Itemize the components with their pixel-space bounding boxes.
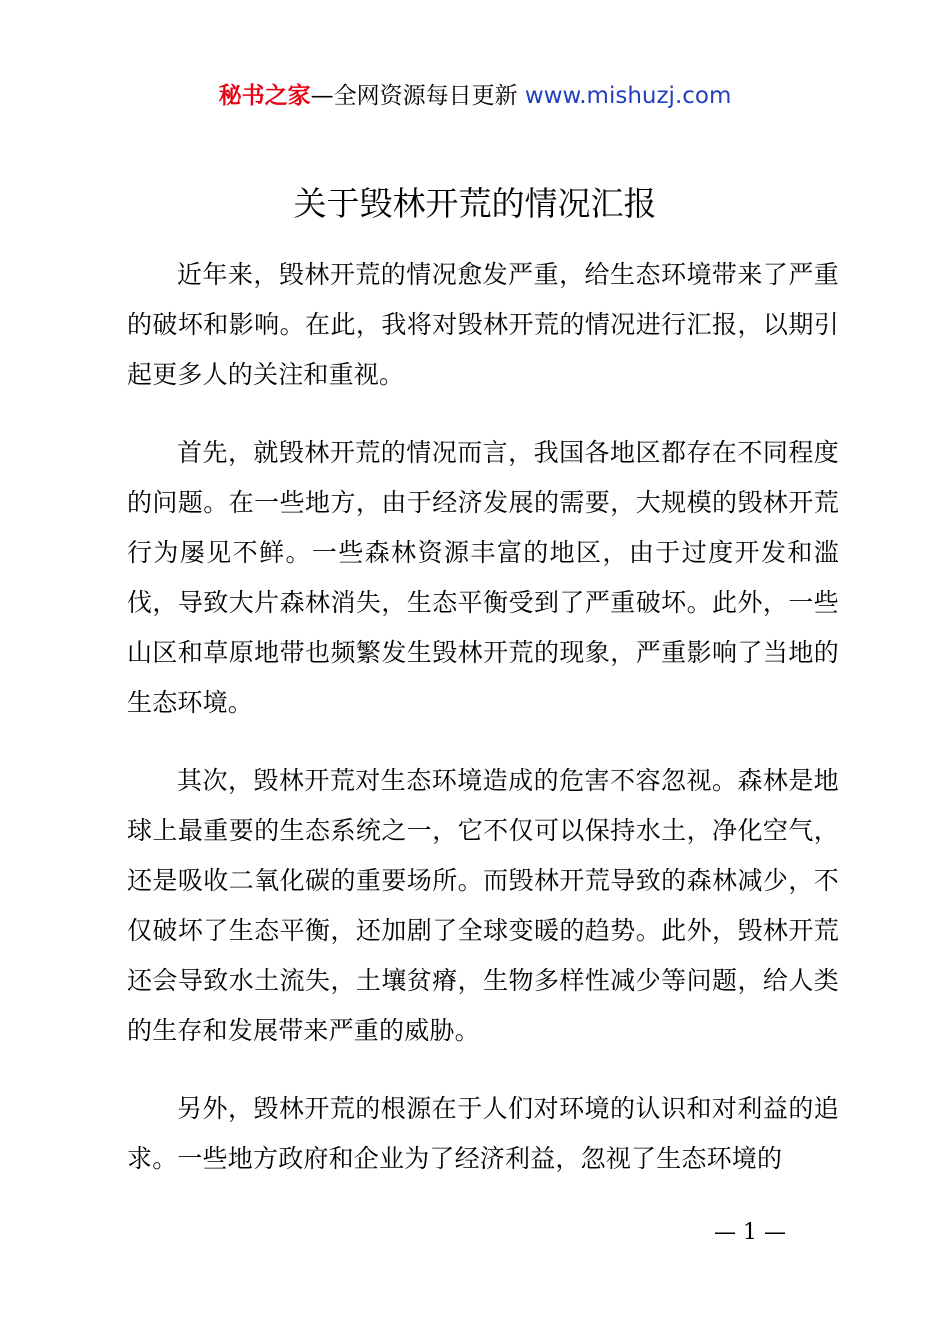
paragraph-2: 首先，就毁林开荒的情况而言，我国各地区都存在不同程度的问题。在一些地方，由于经济发展的需要，大规模的毁林开荒行为屡见不鲜。一些森林资源丰富的地区，由于过度开发和滥伐，导致大片森林消失，生态平衡受到了严重破坏。此外，一些山区和草原地带也频繁发生毁林开荒的现象，严重影响了当地的生态环境。 <box>127 438 839 717</box>
site-header <box>0 80 950 112</box>
paragraph-4: 另外，毁林开荒的根源在于人们对环境的认识和对利益的追求。一些地方政府和企业为了经济利益，忽视了生态环境的 <box>127 1094 839 1173</box>
document-title: 关于毁林开荒的情况汇报 <box>293 184 657 223</box>
paragraph-3: 其次，毁林开荒对生态环境造成的危害不容忽视。森林是地球上最重要的生态系统之一，它不仅可以保持水土，净化空气，还是吸收二氧化碳的重要场所。而毁林开荒导致的森林减少，不仅破坏了生态平衡，还加剧了全球变暖的趋势。此外，毁林开荒还会导致水土流失，土壤贫瘠，生物多样性减少等问题，给人类的生存和发展带来严重的威胁。 <box>127 766 839 1045</box>
paragraph-1: 近年来，毁林开荒的情况愈发严重，给生态环境带来了严重的破坏和影响。在此，我将对毁林开荒的情况进行汇报，以期引起更多人的关注和重视。 <box>127 260 839 389</box>
site-brand: 秘书之家 <box>218 83 311 109</box>
page-number: — 1 — <box>714 1220 786 1245</box>
document-body <box>127 250 839 1212</box>
site-slogan: —全网资源每日更新 <box>310 83 518 109</box>
site-url-link[interactable]: www.mishuzj.com <box>524 83 732 109</box>
